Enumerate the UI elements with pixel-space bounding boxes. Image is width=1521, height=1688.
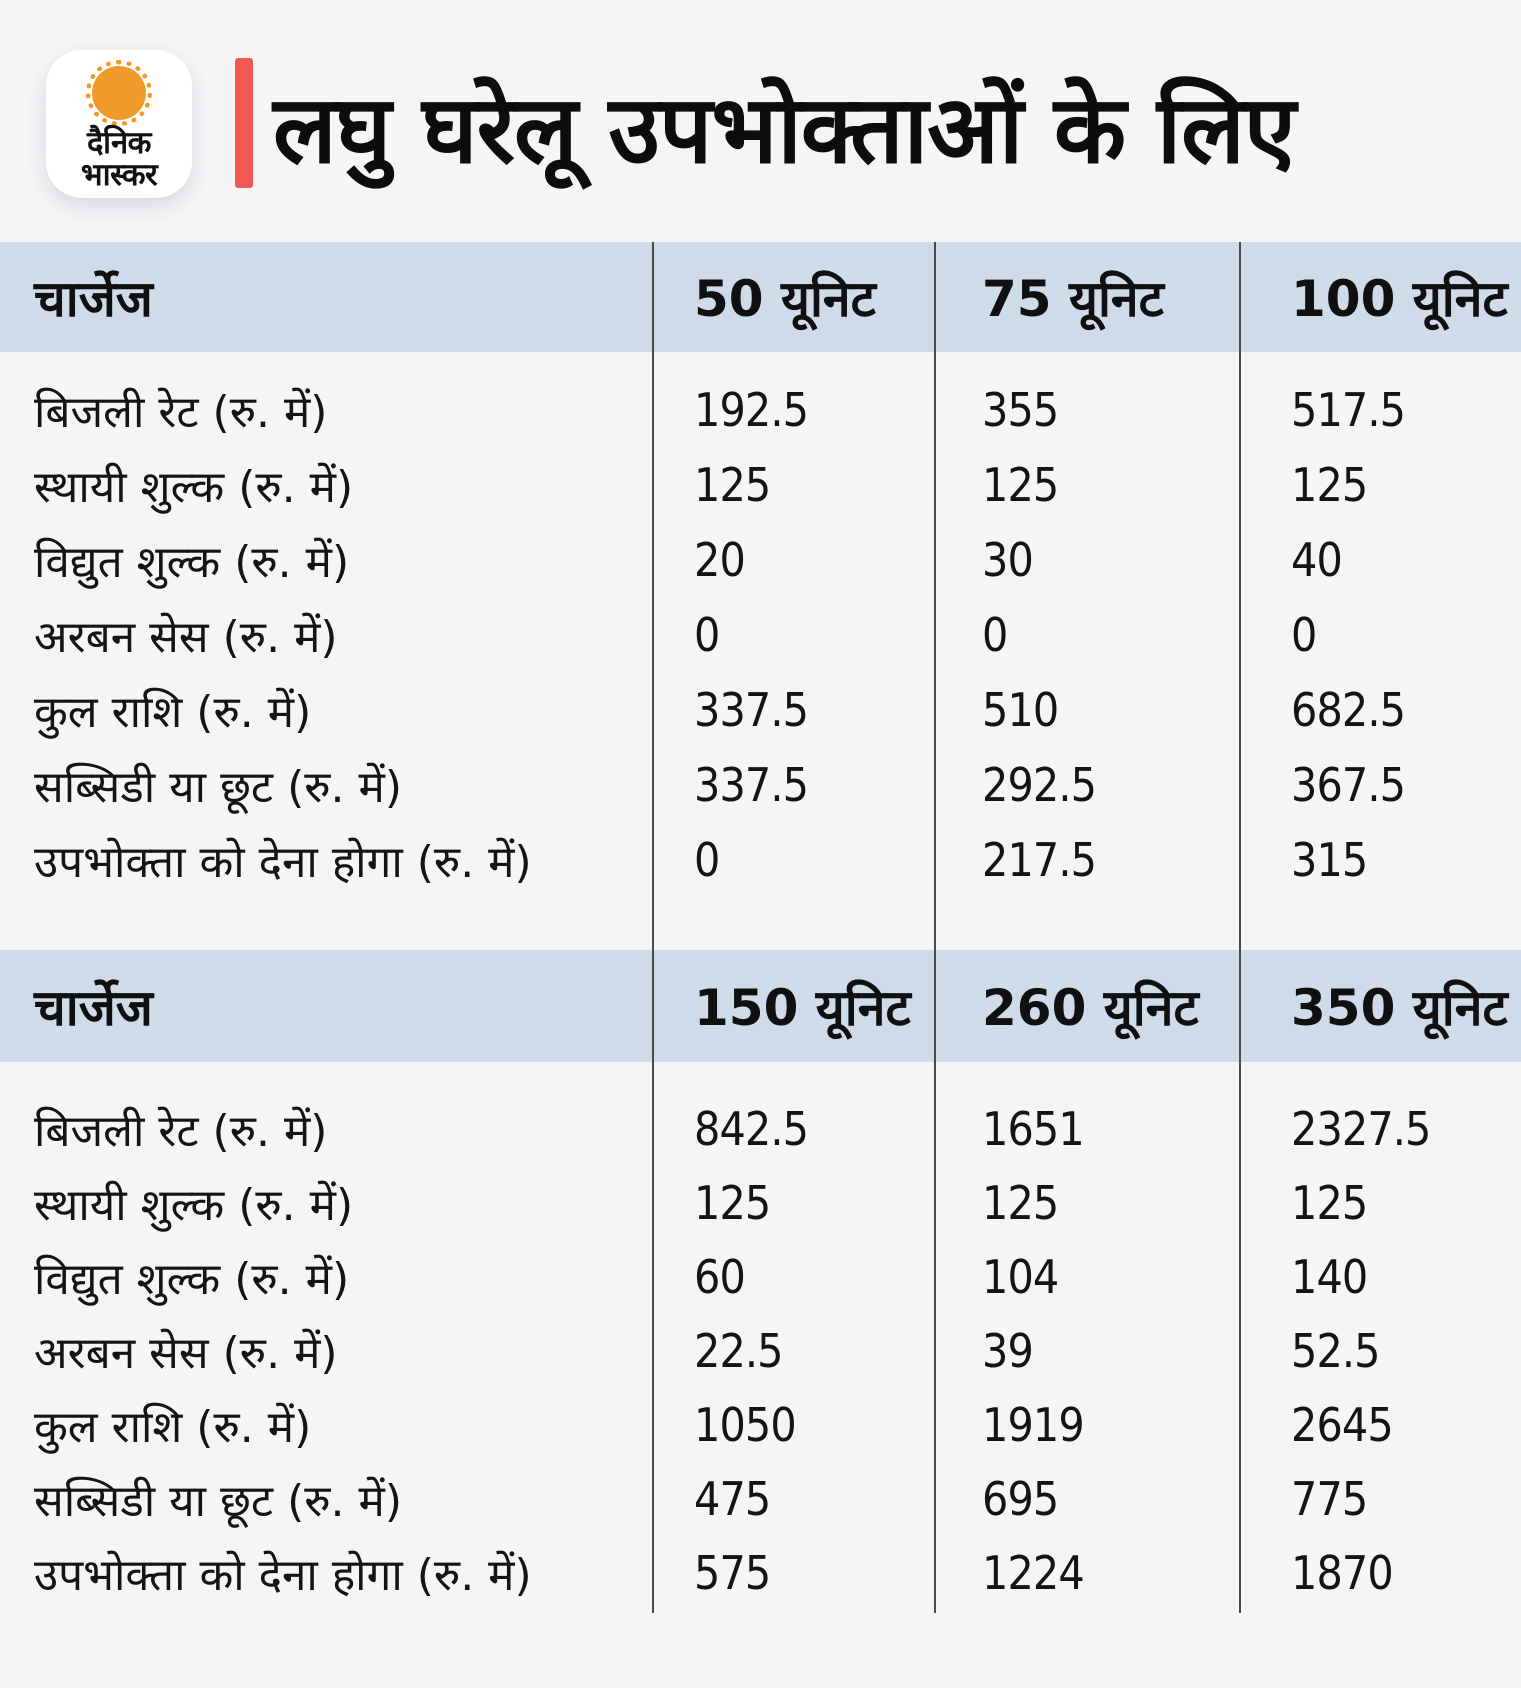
row-label: बिजली रेट (रु. में) bbox=[34, 386, 328, 438]
row-label: सब्सिडी या छूट (रु. में) bbox=[34, 761, 402, 813]
value-cell: 192.5 bbox=[694, 382, 809, 437]
value-cell: 0 bbox=[694, 832, 720, 887]
value-cell: 125 bbox=[1291, 457, 1368, 512]
value-cell: 367.5 bbox=[1291, 757, 1406, 812]
charges-column-header: चार्जेज bbox=[34, 979, 153, 1037]
value-cell: 2327.5 bbox=[1291, 1102, 1431, 1156]
table-row bbox=[0, 1388, 1521, 1462]
value-cell: 0 bbox=[1291, 607, 1317, 662]
value-cell: 1919 bbox=[982, 1398, 1084, 1452]
value-cell: 337.5 bbox=[694, 757, 809, 812]
value-cell: 125 bbox=[694, 1176, 771, 1230]
value-cell: 0 bbox=[694, 607, 720, 662]
value-cell: 1870 bbox=[1291, 1546, 1393, 1600]
value-cell: 60 bbox=[694, 1250, 745, 1304]
table-header-band bbox=[0, 242, 1521, 352]
value-cell: 292.5 bbox=[982, 757, 1097, 812]
value-cell: 517.5 bbox=[1291, 382, 1406, 437]
row-label: स्थायी शुल्क (रु. में) bbox=[34, 461, 354, 513]
value-cell: 695 bbox=[982, 1472, 1059, 1526]
table-row bbox=[0, 747, 1521, 822]
value-cell: 1651 bbox=[982, 1102, 1084, 1156]
row-label: अरबन सेस (रु. में) bbox=[34, 1328, 338, 1379]
table-row bbox=[0, 672, 1521, 747]
column-divider bbox=[652, 242, 654, 1613]
page-title: लघु घरेलू उपभोक्ताओं के लिए bbox=[273, 76, 1295, 185]
row-label: कुल राशि (रु. में) bbox=[34, 1402, 312, 1453]
table-body bbox=[0, 1062, 1521, 1610]
unit-column-header: 350 यूनिट bbox=[1291, 979, 1508, 1037]
value-cell: 682.5 bbox=[1291, 682, 1406, 737]
row-label: सब्सिडी या छूट (रु. में) bbox=[34, 1476, 402, 1527]
unit-column-header: 75 यूनिट bbox=[982, 270, 1164, 328]
table-row bbox=[0, 1092, 1521, 1166]
table-body bbox=[0, 352, 1521, 897]
row-label: उपभोक्ता को देना होगा (रु. में) bbox=[34, 836, 532, 888]
value-cell: 125 bbox=[694, 457, 771, 512]
value-cell: 355 bbox=[982, 382, 1059, 437]
value-cell: 52.5 bbox=[1291, 1324, 1380, 1378]
unit-column-header: 50 यूनिट bbox=[694, 270, 876, 328]
row-label: बिजली रेट (रु. में) bbox=[34, 1106, 328, 1157]
value-cell: 1224 bbox=[982, 1546, 1084, 1600]
column-divider bbox=[1239, 242, 1241, 1613]
table-row bbox=[0, 447, 1521, 522]
table-row bbox=[0, 1166, 1521, 1240]
value-cell: 104 bbox=[982, 1250, 1059, 1304]
row-label: कुल राशि (रु. में) bbox=[34, 686, 312, 738]
row-label: विद्युत शुल्क (रु. में) bbox=[34, 536, 350, 588]
unit-column-header: 260 यूनिट bbox=[982, 979, 1199, 1037]
value-cell: 217.5 bbox=[982, 832, 1097, 887]
value-cell: 125 bbox=[1291, 1176, 1368, 1230]
value-cell: 20 bbox=[694, 532, 745, 587]
logo-wordmark bbox=[80, 125, 158, 193]
value-cell: 1050 bbox=[694, 1398, 796, 1452]
value-cell: 315 bbox=[1291, 832, 1368, 887]
value-cell: 510 bbox=[982, 682, 1059, 737]
row-label: स्थायी शुल्क (रु. में) bbox=[34, 1180, 354, 1231]
table-row bbox=[0, 1462, 1521, 1536]
title-accent-bar bbox=[235, 58, 253, 188]
logo-line1: दैनिक bbox=[86, 125, 151, 161]
dainik-bhaskar-logo bbox=[46, 50, 192, 198]
value-cell: 575 bbox=[694, 1546, 771, 1600]
table-row bbox=[0, 597, 1521, 672]
value-cell: 842.5 bbox=[694, 1102, 809, 1156]
row-label: उपभोक्ता को देना होगा (रु. में) bbox=[34, 1550, 532, 1601]
charges-column-header: चार्जेज bbox=[34, 270, 153, 328]
value-cell: 40 bbox=[1291, 532, 1342, 587]
value-cell: 125 bbox=[982, 457, 1059, 512]
value-cell: 475 bbox=[694, 1472, 771, 1526]
value-cell: 337.5 bbox=[694, 682, 809, 737]
value-cell: 125 bbox=[982, 1176, 1059, 1230]
table-row bbox=[0, 1240, 1521, 1314]
column-divider bbox=[934, 242, 936, 1613]
table-row bbox=[0, 522, 1521, 597]
value-cell: 2645 bbox=[1291, 1398, 1393, 1452]
table-row bbox=[0, 822, 1521, 897]
row-label: विद्युत शुल्क (रु. में) bbox=[34, 1254, 350, 1305]
unit-column-header: 100 यूनिट bbox=[1291, 270, 1508, 328]
sun-icon bbox=[92, 66, 146, 120]
table-header-band bbox=[0, 950, 1521, 1062]
table-row bbox=[0, 1536, 1521, 1610]
value-cell: 140 bbox=[1291, 1250, 1368, 1304]
unit-column-header: 150 यूनिट bbox=[694, 979, 911, 1037]
value-cell: 775 bbox=[1291, 1472, 1368, 1526]
table-row bbox=[0, 1314, 1521, 1388]
value-cell: 22.5 bbox=[694, 1324, 783, 1378]
value-cell: 39 bbox=[982, 1324, 1033, 1378]
row-label: अरबन सेस (रु. में) bbox=[34, 611, 338, 663]
value-cell: 30 bbox=[982, 532, 1033, 587]
value-cell: 0 bbox=[982, 607, 1008, 662]
table-row bbox=[0, 372, 1521, 447]
logo-line2: भास्कर bbox=[80, 156, 158, 193]
